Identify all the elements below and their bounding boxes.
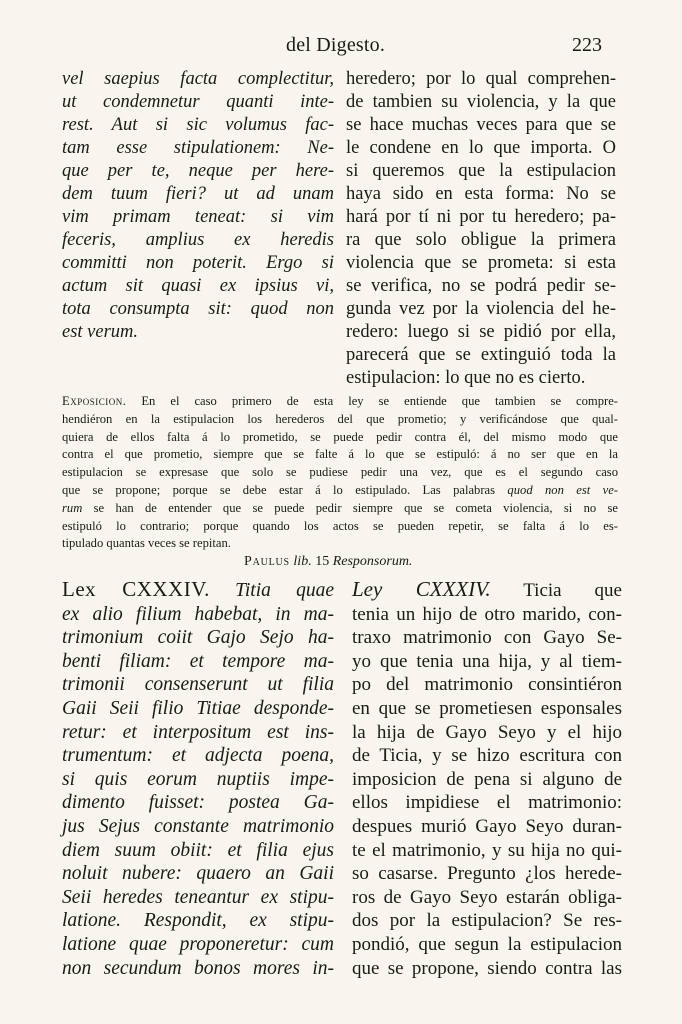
latin-text-column-2: [62, 578, 334, 980]
spanish-line: ros de Gayo Seyo estarán obliga-: [352, 886, 622, 908]
latin-line: latione quae proponeretur: cum: [62, 933, 334, 955]
spanish-line: si queremos que la estipulacion: [346, 161, 616, 181]
commentary-line: rum se han de entender que se puede pedir siempre que se cometa violencia, si no se: [62, 500, 618, 515]
spanish-line: le condene en lo que importa. O: [346, 138, 616, 158]
page-header: [0, 34, 682, 64]
spanish-line: ra que solo obligue la primera: [346, 230, 616, 250]
spanish-line: traxo matrimonio con Gayo Se-: [352, 627, 622, 649]
latin-line: vel saepius facta complectitur,: [62, 69, 334, 89]
lex-heading: Lex CXXXIV.: [62, 577, 210, 601]
latin-line: actum sit quasi ex ipsius vi,: [62, 276, 334, 296]
ley-heading: Ley CXXXIV.: [352, 577, 491, 601]
latin-line: jus Sejus constante matrimonio: [62, 815, 334, 837]
commentary-block: [62, 393, 618, 553]
spanish-line: de Ticia, y se hizo escritura con: [352, 745, 622, 767]
spanish-line: heredero; por lo qual comprehen-: [346, 69, 616, 89]
commentary-line: Exposicion. En el caso primero de esta ley se entiende que tambien se compre-: [62, 394, 618, 408]
spanish-line: de tambien su violencia, y la que: [346, 92, 616, 112]
spanish-line: estipulacion: lo que no es cierto.: [346, 368, 586, 388]
spanish-line: violencia que se prometa: si esta: [346, 253, 616, 273]
latin-line: trumentum: et adjecta poena,: [62, 745, 334, 767]
latin-line: diem suum obiit: et filia ejus: [62, 839, 334, 861]
spanish-line: haya sido en esta forma: No se: [346, 184, 616, 204]
spanish-line: que se propone, siendo contra las: [352, 957, 622, 979]
spanish-line: despues murió Gayo Seyo duran-: [352, 815, 622, 837]
latin-line: dem tuum fieri? ut ad unam: [62, 184, 334, 204]
spanish-line: redero: luego si se pidió por ella,: [346, 322, 616, 342]
latin-line: trimonium coiit Gajo Sejo ha-: [62, 627, 334, 649]
spanish-line: po del matrimonio consintiéron: [352, 674, 622, 696]
latin-line: noluit nubere: quaero an Gaii: [62, 863, 334, 885]
spanish-line: ellos impidiese el matrimonio:: [352, 792, 622, 814]
source-citation: [244, 554, 412, 570]
commentary-line: estipulacion se expresase que solo se pudiese pedir una vez, que es el segundo caso: [62, 465, 618, 480]
spanish-line: tenia un hijo de otro marido, con-: [352, 603, 622, 625]
latin-line: ex alio filium habebat, in ma-: [62, 603, 334, 625]
latin-line: trimonii consenserunt ut filia: [62, 674, 334, 696]
latin-line: committi non poterit. Ergo si: [62, 253, 334, 273]
spanish-text-column-1: [346, 68, 616, 390]
spanish-line: se verifica, no se podrá pedir se-: [346, 276, 616, 296]
citation-lib: lib.: [293, 554, 312, 569]
commentary-line: hendiéron en la estipulacion los herederos del que prometio; y verificándose que qual-: [62, 411, 618, 426]
spanish-line: Ley CXXXIV. Ticia que: [352, 577, 622, 601]
latin-line: Seii heredes teneantur ex stipu-: [62, 886, 334, 908]
latin-line: dimento fuisset: postea Ga-: [62, 792, 334, 814]
spanish-line: se hace muchas veces para que se: [346, 115, 616, 135]
spanish-line: la hija de Gayo Seyo y el hijo: [352, 721, 622, 743]
spanish-line: so casarse. Pregunto ¿los herede-: [352, 863, 622, 885]
latin-line: Lex CXXXIV. Titia quae: [62, 577, 334, 601]
latin-line: Gaii Seii filio Titiae desponde-: [62, 697, 334, 719]
running-head: del Digesto.: [286, 34, 386, 56]
spanish-line: yo que tenia una hija, y al tiem-: [352, 650, 622, 672]
citation-number: 15: [315, 554, 330, 569]
spanish-line: dos por la estipulacion? Se res-: [352, 910, 622, 932]
latin-text-column-1: [62, 68, 334, 344]
latin-line: benti filiam: et tempore ma-: [62, 650, 334, 672]
spanish-line: imposicion de pena si alguno de: [352, 768, 622, 790]
citation-work: Responsorum.: [332, 554, 413, 569]
spanish-line: pondió, que segun la estipulacion: [352, 933, 622, 955]
latin-line: non secundum bonos mores in-: [62, 957, 334, 979]
latin-line: rest. Aut si sic volumus fac-: [62, 115, 334, 135]
citation-author: Paulus: [244, 554, 290, 569]
spanish-line: en que se prometiesen esponsales: [352, 697, 622, 719]
commentary-line: estipuló lo contrario; porque quando los actos se pueden repetir, se falta á lo es-: [62, 518, 618, 533]
latin-line: latione. Respondit, ex stipu-: [62, 910, 334, 932]
spanish-text-column-2: [352, 578, 622, 980]
latin-line: si quis eorum nuptiis impe-: [62, 768, 334, 790]
spanish-line: parecerá que se extinguió toda la: [346, 345, 616, 365]
latin-line: tam esse stipulationem: Ne-: [62, 138, 334, 158]
latin-line: que per te, neque per here-: [62, 161, 334, 181]
latin-line: vim primam teneat: si vim: [62, 207, 334, 227]
spanish-line: gunda vez por la violencia del he-: [346, 299, 616, 319]
latin-line: est verum.: [62, 322, 139, 342]
commentary-line: que se propone; porque se debe estar á lo estipulado. Las palabras quod non est ve-: [62, 482, 618, 497]
page-number: 223: [572, 34, 602, 56]
spanish-line: te el matrimonio, y su hija no qui-: [352, 839, 622, 861]
commentary-line: contra el que prometio, siempre que se falte á lo que se estipuló: á no ser que en la: [62, 447, 618, 462]
latin-line: ut condemnetur quanti inte-: [62, 92, 334, 112]
latin-line: tota consumpta sit: quod non: [62, 299, 334, 319]
quoted-phrase: quod non est ve-: [507, 482, 618, 497]
commentary-label: Exposicion.: [62, 394, 127, 408]
commentary-line: tipulado quantas veces se repitan.: [62, 536, 231, 551]
latin-line: feceris, amplius ex heredis: [62, 230, 334, 250]
quoted-phrase: rum: [62, 500, 83, 515]
latin-line: retur: et interpositum est ins-: [62, 721, 334, 743]
spanish-line: hará por tí ni por tu heredero; pa-: [346, 207, 616, 227]
commentary-line: quiera de ellos falta á lo prometido, se puede pedir contra él, del mismo modo que: [62, 429, 618, 444]
